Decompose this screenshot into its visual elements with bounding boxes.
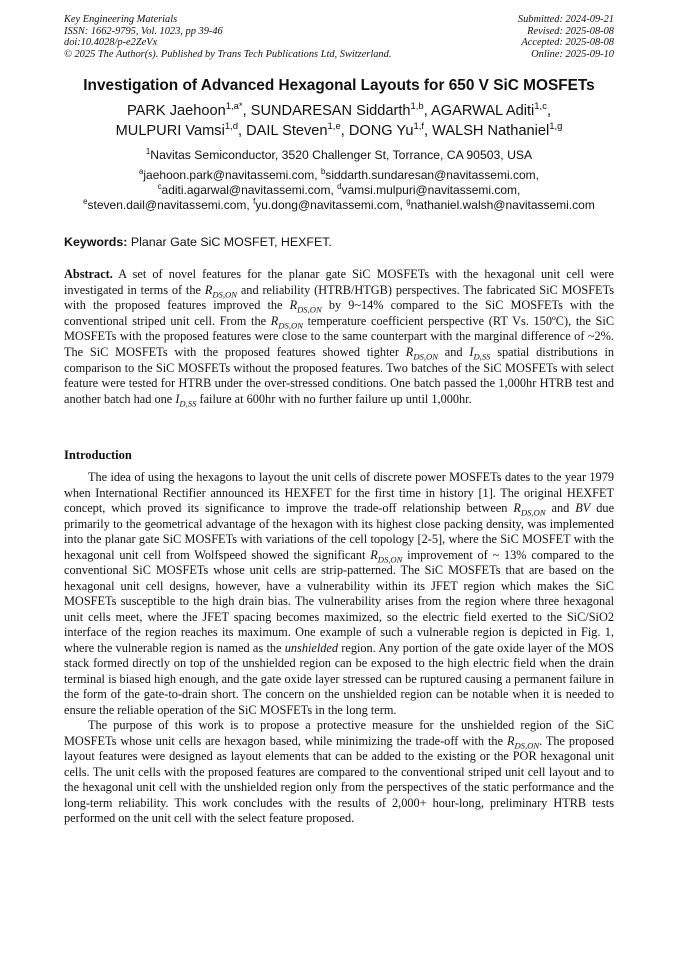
email-link[interactable]: aditi.agarwal@navitassemi.com, [161, 183, 334, 197]
journal-info [64, 14, 391, 60]
email-link[interactable]: jaehoon.park@navitassemi.com, [143, 168, 318, 182]
copyright: © 2025 The Author(s). Published by Trans Tech Publications Ltd, Switzerland. [64, 48, 392, 60]
author: WALSH Nathaniel [432, 123, 550, 139]
keywords [64, 235, 614, 249]
author: AGARWAL Aditi [431, 103, 535, 119]
submitted-date: Submitted: 2024-09-21 [517, 14, 614, 25]
section-heading: Introduction [64, 448, 132, 462]
revised-date: Revised: 2025-08-08 [527, 25, 614, 37]
author: PARK Jaehoon [127, 103, 226, 119]
affiliation: $^1$Navitas Semiconductor, 3520 Challenger St, Torrance, CA 90503, USA [145, 146, 533, 162]
author: MULPURI Vamsi [115, 123, 225, 139]
email-link[interactable]: steven.dail@navitassemi.com, [87, 198, 250, 212]
author: DONG Yu [348, 123, 414, 139]
keywords-label: Keywords: [64, 235, 128, 249]
email-list: $^a$jaehoon.park@navitassemi.com, $^b$siddarth.sundaresan@navitassemi.com, $^c$aditi.agarwal@navitassemi.com, $^d$vamsi.mulpuri@navitassemi.com, $^e$steven.dail@navitassemi.com, $^f$yu.dong@navitassemi.com, $^g$nathaniel.walsh@navitassemi.com [83, 167, 595, 212]
accepted-date: Accepted: 2025-08-08 [521, 37, 614, 49]
keywords-text: Planar Gate SiC MOSFET, HEXFET. [130, 235, 332, 249]
issn: ISSN: 1662-9795, Vol. 1023, pp 39-46 [64, 25, 223, 37]
abstract-label: Abstract. [64, 267, 113, 281]
paper-title: Investigation of Advanced Hexagonal Layouts for 650 V SiC MOSFETs [83, 77, 595, 94]
paragraph: The idea of using the hexagons to layout the unit cells of discrete power MOSFETs dates to the year 1979 when International Rectifier announced its HEXFET for the first time in history [1]. The original HEXFET concept, which proved its significance to improve the trade-off relationship between $R_{DS,ON}$ and BV due primarily to the geometrical advantage of the hexagon with its highest close packing density, was implemented into the planar gate SiC MOSFETs with variations of the cell topology [2-5], where the SiC MOSFET with the hexagonal unit cell from Wolfspeed showed the significant $R_{DS,ON}$ improvement of ~ 13% compared to the conventional SiC MOSFETs whose unit cells are strip-patterned. The SiC MOSFETs that are based on the hexagonal unit cell designs, however, have a vulnerability within its JFET region which makes the SiC MOSFETs susceptible to the high drain bias. The vulnerability arises from the region where three hexagonal unit cells meet, where the JFET spacing becomes maximized, so the electric field exerted to the SiC/SiO2 interface of the region reaches its maximum. One example of such a vulnerable region is depicted in Fig. 1, where the vulnerable region is named as the unshielded region. Any portion of the gate oxide layer of the MOS stack formed directly on top of the unshielded region can be exposed to the high electric field when the drain terminal is biased high enough, and the gate oxide layer stressed can be ruptured causing a permanent failure in the form of the gate-to-drain short. The concern on the unshielded region can be notable when it is needed to ensure the reliable operation of the SiC MOSFETs in the long term. [64, 470, 615, 717]
email-link[interactable]: nathaniel.walsh@navitassemi.com [410, 198, 595, 212]
author: SUNDARESAN Siddarth [250, 103, 411, 119]
paragraph: The purpose of this work is to propose a protective measure for the unshielded region of the SiC MOSFETs whose unit cells are hexagon based, while minimizing the trade-off with the $R_{DS,ON}$. The proposed layout features were designed as layout elements that can be added to the existing or the POR hexagonal unit cells. The unit cells with the proposed features are compared to the conventional striped unit cell layout and to the hexagonal unit cell with the unshielded region only from the perspectives of the static performance and the long-term reliability. This work concludes with the results of 2,000+ hour-long, preliminary HTRB tests performed on the unit cell with the select feature proposed. [64, 718, 614, 825]
journal-name: Key Engineering Materials [64, 14, 178, 25]
doi[interactable]: doi:10.4028/p-e2ZeVx [64, 37, 158, 49]
author-list: PARK Jaehoon$^{1,a*}$, SUNDARESAN Siddarth$^{1,b}$, AGARWAL Aditi$^{1,c}$, MULPURI Vamsi$^{1,d}$, DAIL Steven$^{1,e}$, DONG Yu$^{1,f}$, WALSH Nathaniel$^{1,g}$ [115, 101, 563, 139]
introduction-body [64, 470, 614, 827]
email-link[interactable]: yu.dong@navitassemi.com, [255, 198, 403, 212]
email-link[interactable]: siddarth.sundaresan@navitassemi.com, [325, 168, 539, 182]
abstract: Abstract. A set of novel features for the planar gate SiC MOSFETs with the hexagonal unit cell were investigated in terms of the $R_{DS,ON}$ and reliability (HTRB/HTGB) perspectives. The fabricated SiC MOSFETs with the proposed features improved the $R_{DS,ON}$ by 9~14% compared to the SiC MOSFETs with the conventional striped unit cell. From the $R_{DS,ON}$ temperature coefficient perspective (RT Vs. 150ºC), the SiC MOSFETs with the proposed features were close to the same counterpart with the marginal difference of ~2%. The SiC MOSFETs with the proposed features showed tighter $R_{DS,ON}$ and $I_{D,SS}$ spatial distributions in comparison to the SiC MOSFETs without the proposed features. Two batches of the SiC MOSFETs with select feature were tested for HTRB under the over-stressed conditions. One batch passed the 1,000hr HTRB test and another batch had one $I_{D,SS}$ failure at 600hr with no further failure up until 1,000hr. [64, 267, 615, 409]
history-dates [518, 14, 614, 60]
email-link[interactable]: vamsi.mulpuri@navitassemi.com, [341, 183, 521, 197]
online-date: Online: 2025-09-10 [531, 48, 614, 60]
author: DAIL Steven [246, 123, 328, 139]
page-header [64, 14, 614, 66]
